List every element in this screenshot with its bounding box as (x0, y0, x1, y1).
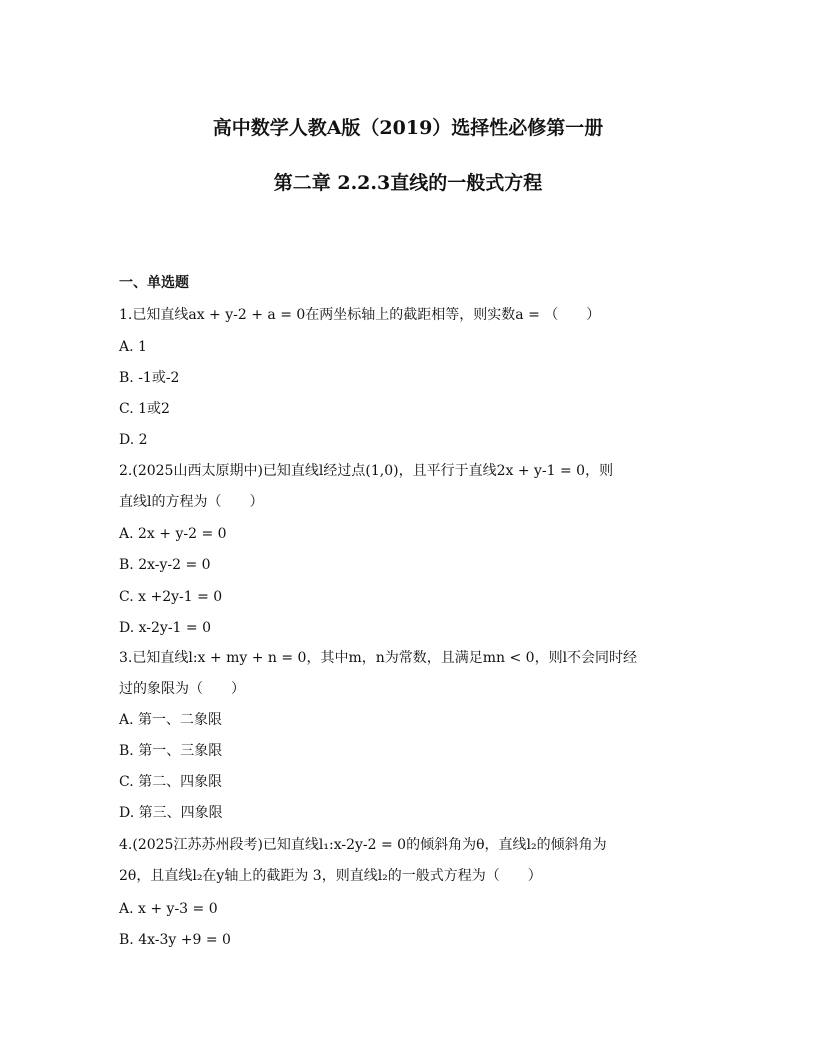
question-2-option-c: C. x +2y-1 = 0 (119, 589, 223, 605)
question-3-stem-line-2: 过的象限为（ ） (119, 681, 245, 697)
section-heading: 一、单选题 (119, 275, 189, 291)
question-2-stem-line-1: 2.(2025山西太原期中)已知直线l经过点(1,0)，且平行于直线2x + y-1 = 0，则 (119, 463, 614, 479)
question-1-option-b: B. -1或-2 (119, 370, 180, 386)
question-3-option-a: A. 第一、二象限 (119, 712, 223, 728)
question-1-option-d: D. 2 (119, 432, 148, 448)
question-3-option-b: B. 第一、三象限 (119, 743, 223, 759)
document-title: 高中数学人教A版（2019）选择性必修第一册 (212, 117, 604, 139)
question-2-option-b: B. 2x-y-2 = 0 (119, 557, 211, 573)
question-2-option-a: A. 2x + y-2 = 0 (119, 526, 227, 542)
question-1-stem-line-1: 1.已知直线ax + y-2 + a = 0在两坐标轴上的截距相等，则实数a = （ ） (119, 307, 601, 323)
question-4-stem-line-1: 4.(2025江苏苏州段考)已知直线l₁:x-2y-2 = 0的倾斜角为θ，直线l₂的倾斜角为 (119, 837, 607, 853)
question-4-option-a: A. x + y-3 = 0 (119, 901, 218, 917)
question-1-option-c: C. 1或2 (119, 401, 170, 417)
question-3-stem-line-1: 3.已知直线l:x + my + n = 0，其中m，n为常数，且满足mn < 0，则l不会同时经 (119, 650, 638, 666)
question-2-option-d: D. x-2y-1 = 0 (119, 620, 211, 636)
question-3-option-c: C. 第二、四象限 (119, 774, 223, 790)
question-1-option-a: A. 1 (119, 339, 147, 355)
question-3-option-d: D. 第三、四象限 (119, 805, 223, 821)
question-4-stem-line-2: 2θ，且直线l₂在y轴上的截距为 3，则直线l₂的一般式方程为（ ） (119, 868, 542, 884)
question-2-stem-line-2: 直线l的方程为（ ） (119, 494, 264, 510)
document-subtitle: 第二章 2.2.3直线的一般式方程 (273, 172, 543, 194)
question-4-option-b: B. 4x-3y +9 = 0 (119, 932, 231, 948)
